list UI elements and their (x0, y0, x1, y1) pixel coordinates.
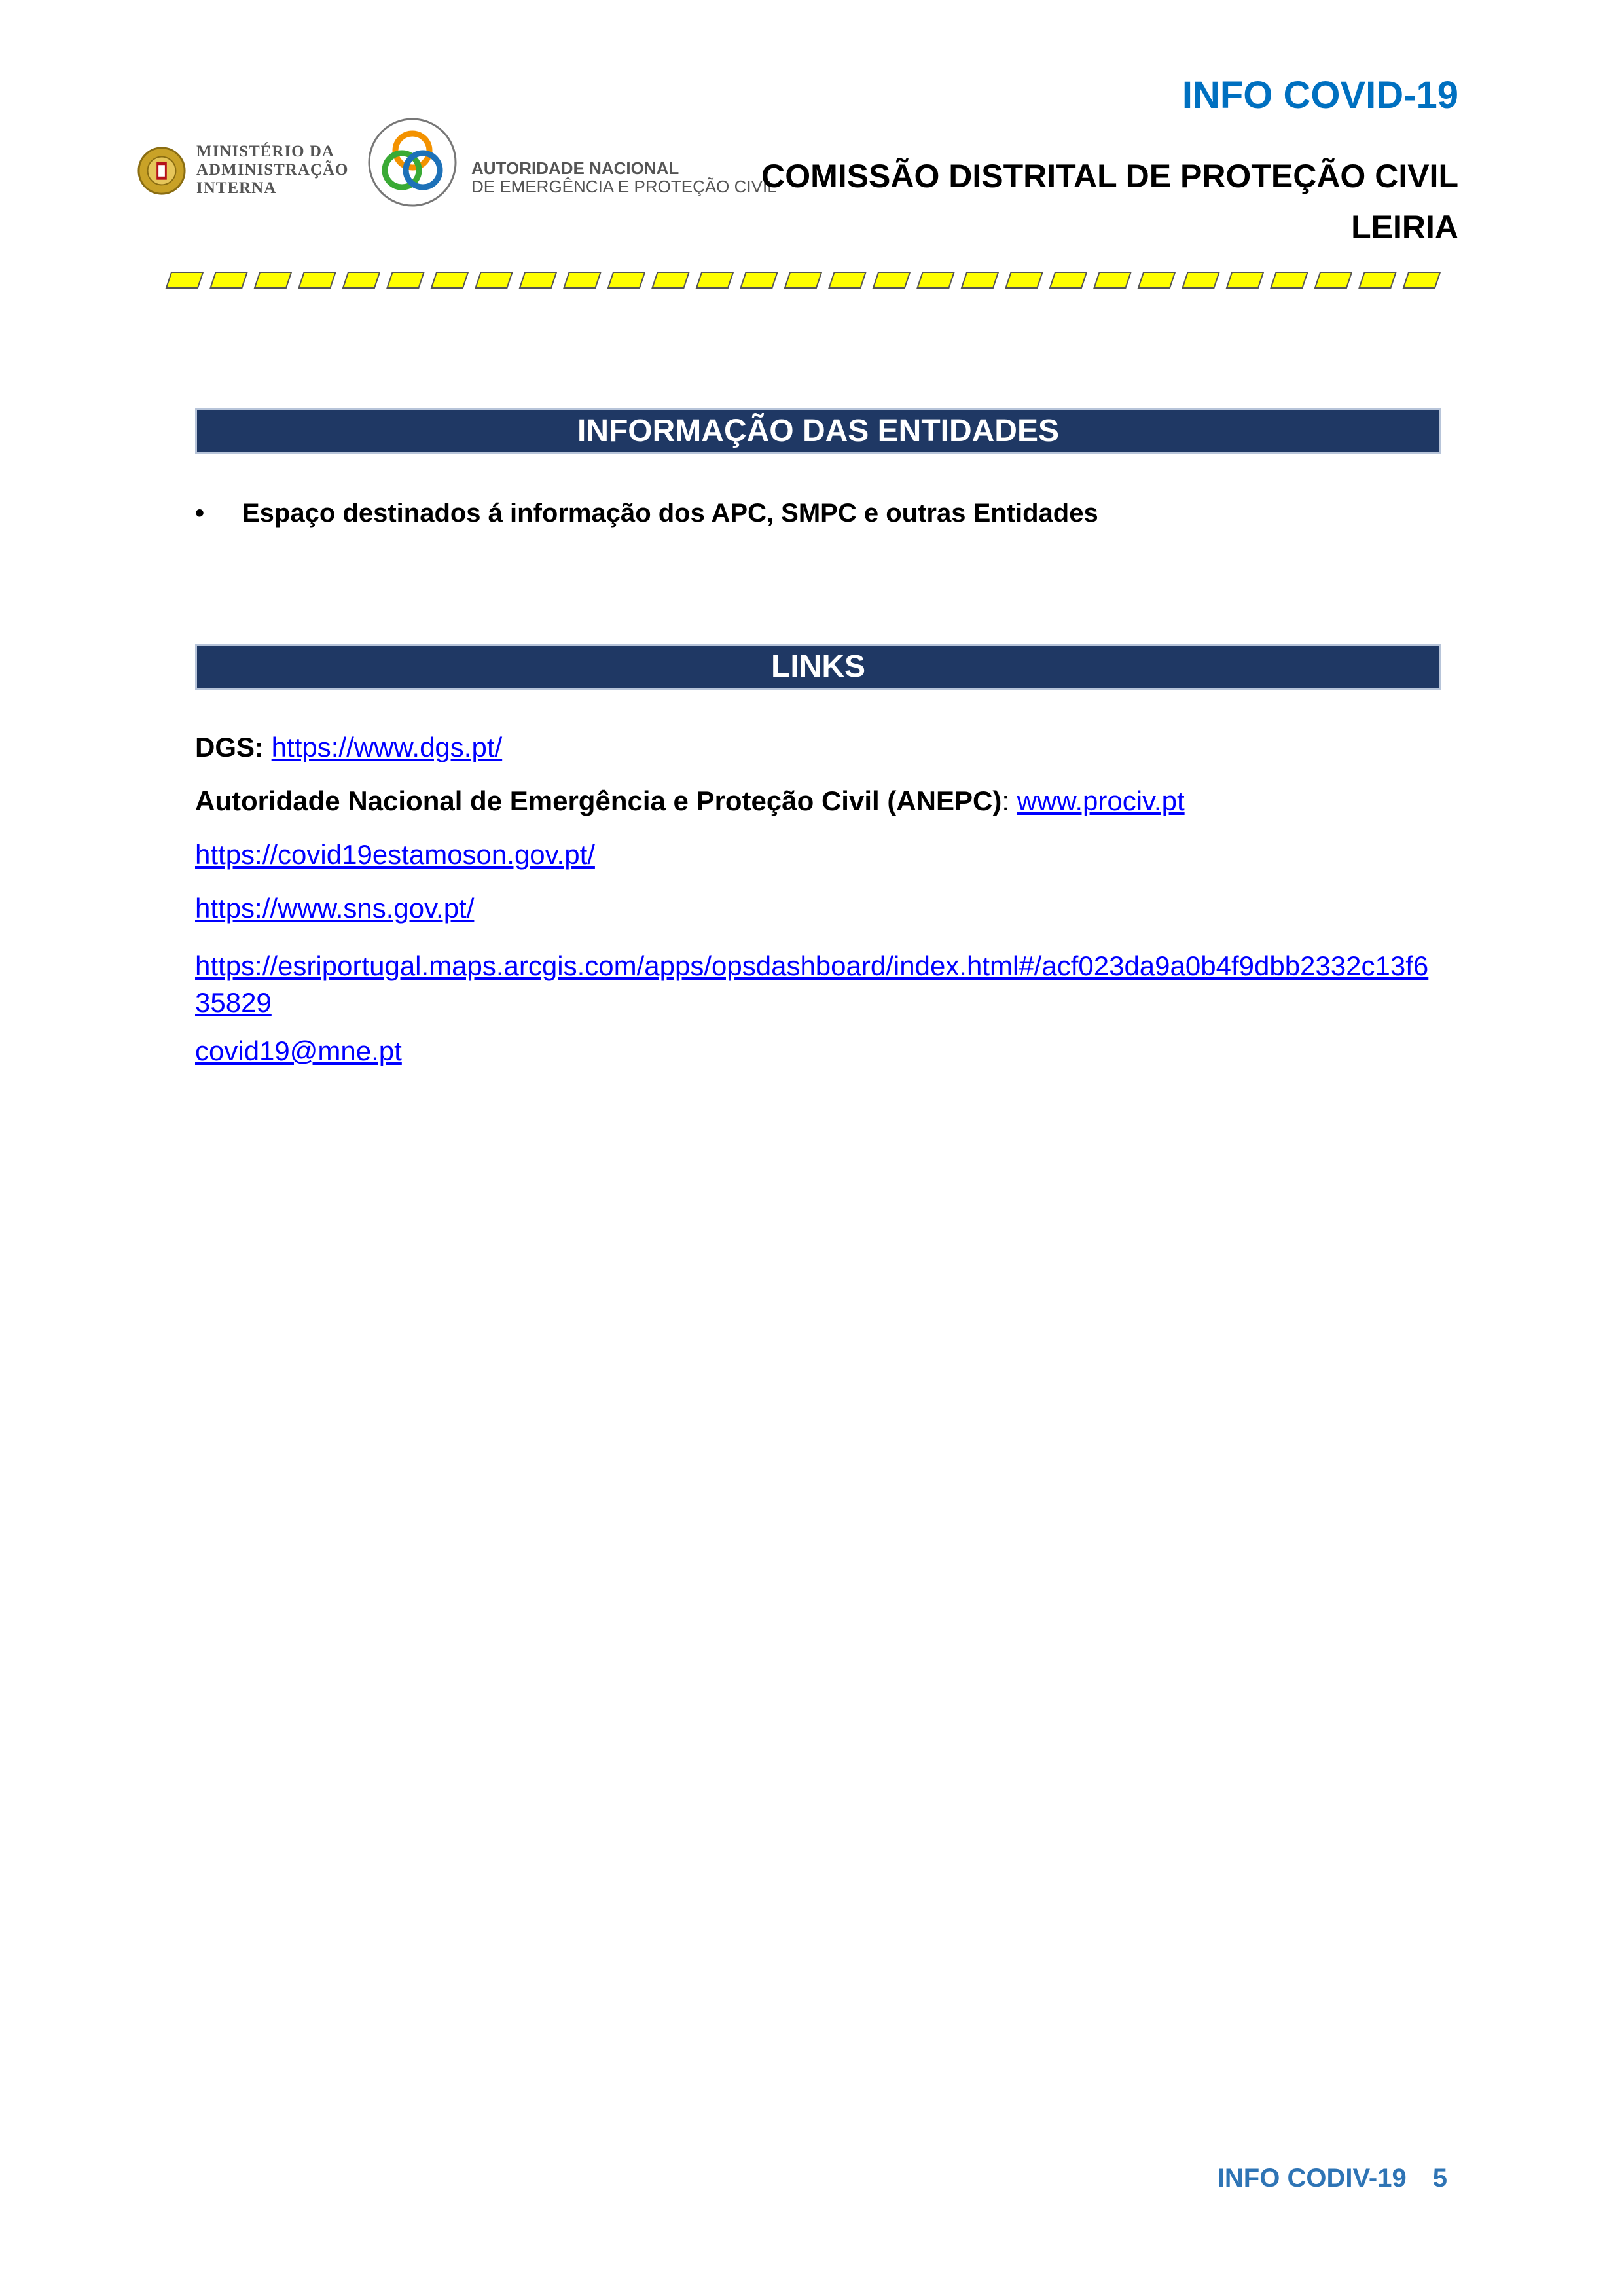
yellow-dash-segment (918, 272, 954, 288)
anepc-link-line (195, 785, 1185, 817)
section-header-info: INFORMAÇÃO DAS ENTIDADES (195, 408, 1441, 454)
info-bullet-text: Espaço destinados á informação dos APC, SMPC e outras Entidades (242, 499, 1098, 528)
yellow-dash-segment (1050, 272, 1087, 288)
anepc-logo-icon (367, 117, 458, 208)
yellow-dash-segment (388, 272, 424, 288)
yellow-dash-segment (211, 272, 247, 288)
esri-dashboard-line (195, 948, 1441, 1021)
email-line (195, 1035, 402, 1067)
anepc-logo-line2: DE EMERGÊNCIA E PROTEÇÃO CIVIL (471, 177, 777, 196)
yellow-dash-segment (166, 272, 203, 288)
yellow-dash-segment (299, 272, 336, 288)
ministry-logo-line1: MINISTÉRIO DA (196, 143, 334, 160)
email-link[interactable]: covid19@mne.pt (195, 1035, 402, 1066)
dgs-link-line (195, 732, 502, 763)
yellow-dash-segment (608, 272, 645, 288)
yellow-dash-segment (1138, 272, 1175, 288)
section-header-links: LINKS (195, 644, 1441, 690)
anepc-logo-text (471, 159, 777, 196)
yellow-dash-segment (829, 272, 866, 288)
yellow-dash-segment (1271, 272, 1308, 288)
page-footer (1218, 2164, 1447, 2193)
footer-label: INFO CODIV-19 (1217, 2164, 1407, 2193)
yellow-dash-segment (1183, 272, 1219, 288)
yellow-dash-segment (1360, 272, 1396, 288)
dgs-link[interactable]: https://www.dgs.pt/ (271, 732, 503, 762)
yellow-dash-segment (653, 272, 689, 288)
info-bullet-item (195, 499, 1098, 528)
prociv-link[interactable]: www.prociv.pt (1017, 785, 1185, 816)
subtitle-line1: COMISSÃO DISTRITAL DE PROTEÇÃO CIVIL (761, 158, 1458, 194)
yellow-dash-segment (564, 272, 601, 288)
yellow-dash-segment (873, 272, 910, 288)
yellow-dash-segment (1403, 272, 1440, 288)
anepc-label: Autoridade Nacional de Emergência e Proteção Civil (ANEPC) (195, 785, 1002, 816)
ministry-logo-text (196, 143, 348, 198)
ministry-logo-line3: INTERNA (196, 179, 277, 197)
esri-dashboard-link[interactable]: https://esriportugal.maps.arcgis.com/apps/opsdashboard/index.html#/acf023da9a0b4f9dbb2332c13f635829 (195, 950, 1429, 1018)
yellow-dash-segment (520, 272, 556, 288)
page-number: 5 (1432, 2164, 1447, 2193)
anepc-logo-line1: AUTORIDADE NACIONAL (471, 158, 679, 178)
ministry-logo-line2: ADMINISTRAÇÃO (196, 161, 349, 179)
yellow-dash-divider (164, 270, 1447, 291)
yellow-dash-segment (785, 272, 821, 288)
yellow-dash-segment (741, 272, 778, 288)
covid-estamoson-link[interactable]: https://covid19estamoson.gov.pt/ (195, 839, 595, 870)
subtitle-line2: LEIRIA (1351, 209, 1458, 245)
yellow-dash-segment (1315, 272, 1352, 288)
yellow-dash-segment (343, 272, 380, 288)
yellow-dash-segment (696, 272, 733, 288)
document-subtitle (761, 151, 1458, 253)
dgs-label: DGS: (195, 732, 264, 762)
document-title: INFO COVID-19 (1182, 74, 1458, 117)
anepc-colon: : (1001, 785, 1009, 816)
yellow-dash-segment (255, 272, 291, 288)
yellow-dash-segment (1006, 272, 1043, 288)
sns-link[interactable]: https://www.sns.gov.pt/ (195, 893, 475, 924)
covid-estamoson-line (195, 839, 595, 870)
sns-line (195, 893, 474, 924)
yellow-dash-segment (476, 272, 513, 288)
ministry-crest-icon (136, 145, 187, 196)
yellow-dash-segment (962, 272, 998, 288)
yellow-dash-segment (1227, 272, 1263, 288)
bullet-icon: • (195, 499, 205, 528)
yellow-dash-segment (1094, 272, 1131, 288)
yellow-dash-segment (431, 272, 468, 288)
